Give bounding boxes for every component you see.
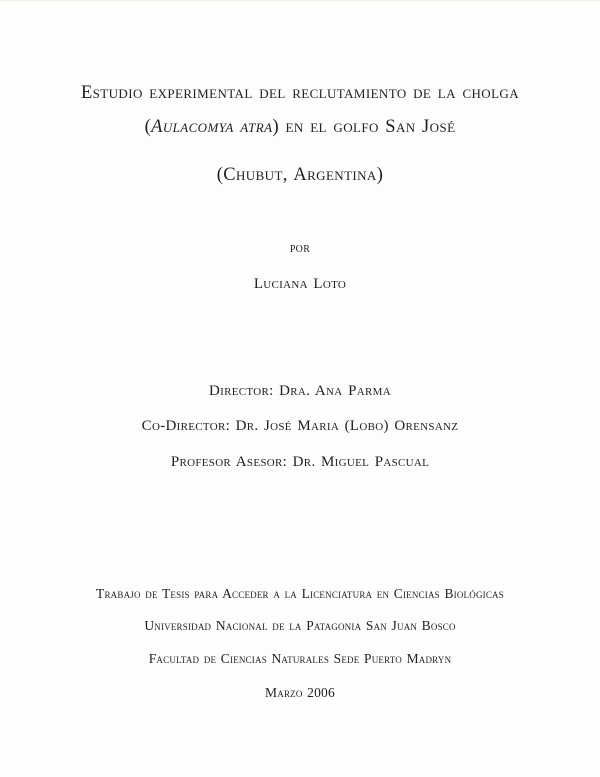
author-name: Luciana Loto — [253, 276, 347, 292]
footer-faculty: Facultad de Ciencias Naturales Sede Puerto Madryn — [148, 651, 452, 666]
footer-thesis-statement: Trabajo de Tesis para Acceder a la Licenciatura en Ciencias Biológicas — [96, 586, 504, 601]
byline-label: por — [289, 241, 311, 256]
credit-profesor-asesor: Profesor Asesor: Dr. Miguel Pascual — [170, 454, 430, 470]
title-open-paren: ( — [144, 117, 152, 137]
credit-director: Director: Dra. Ana Parma — [209, 383, 391, 399]
footer-date: Marzo 2006 — [265, 685, 335, 700]
footer-university: Universidad Nacional de la Patagonia San Juan Bosco — [144, 618, 456, 633]
title-line-2-rest: ) en el golfo San José — [272, 117, 456, 137]
title-subtitle-region: (Chubut, Argentina) — [216, 165, 384, 185]
title-line-1: Estudio experimental del reclutamiento de la cholga — [80, 83, 520, 103]
species-name: Aulacomya atra — [151, 117, 273, 137]
title-line-2 — [0, 118, 600, 137]
credit-co-director: Co-Director: Dr. José Maria (Lobo) Orensanz — [141, 418, 459, 434]
